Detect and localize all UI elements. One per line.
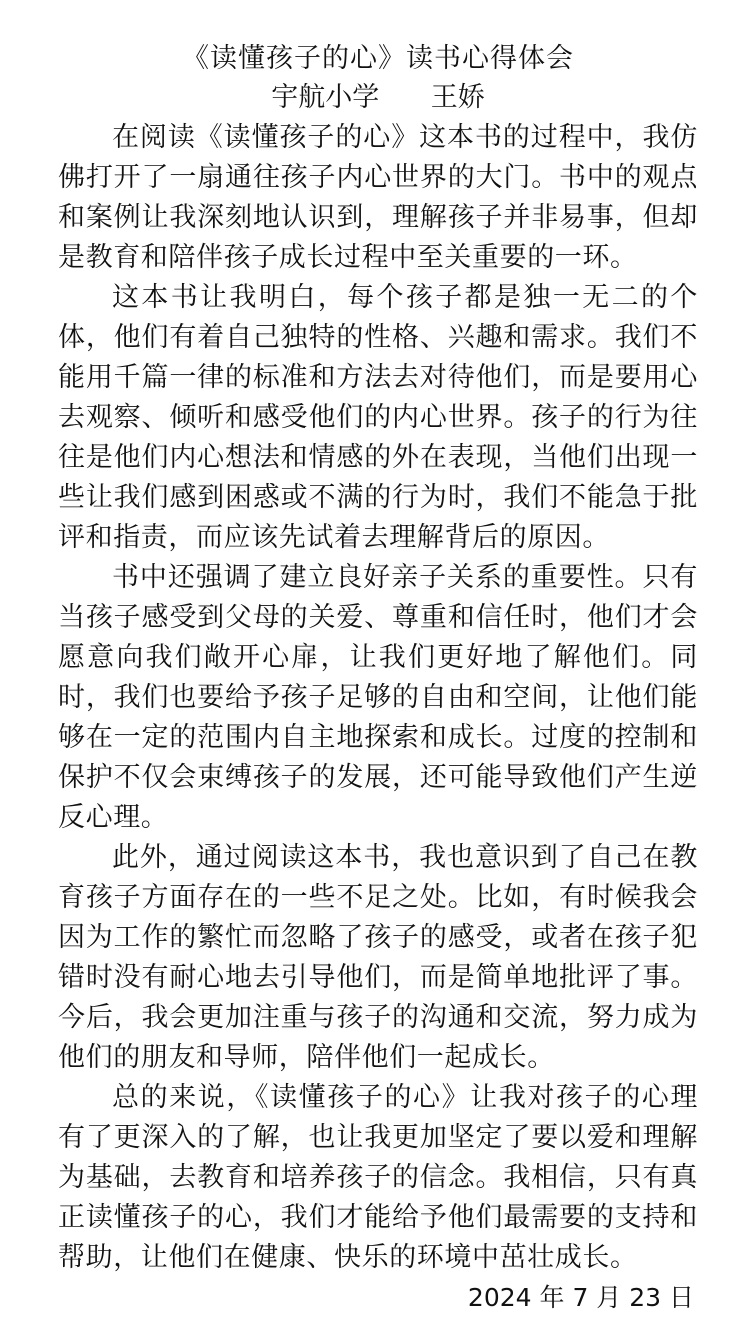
document-date: 2024 年 7 月 23 日 (467, 1283, 694, 1312)
paragraph-2: 这本书让我明白，每个孩子都是独一无二的个体，他们有着自己独特的性格、兴趣和需求。我们不能用千篇一律的标准和方法去对待他们，而是要用心去观察、倾听和感受他们的内心世界。孩子的行为往往是他们内心想法和情感的外在表现，当他们出现一些让我们感到困惑或不满的行为时，我们不能急于批评和指责，而应该先试着去理解背后的原因。 (58, 282, 698, 553)
paragraph-3: 书中还强调了建立良好亲子关系的重要性。只有当孩子感受到父母的关爱、尊重和信任时，他们才会愿意向我们敞开心扉，让我们更好地了解他们。同时，我们也要给予孩子足够的自由和空间，让他们能够在一定的范围内自主地探索和成长。过度的控制和保护不仅会束缚孩子的发展，还可能导致他们产生逆反心理。 (58, 562, 698, 833)
byline (58, 78, 698, 118)
paragraph-5: 总的来说，《读懂孩子的心》让我对孩子的心理有了更深入的了解，也让我更加坚定了要以爱和理解为基础，去教育和培养孩子的信念。我相信，只有真正读懂孩子的心，我们才能给予他们最需要的支持和帮助，让他们在健康、快乐的环境中茁壮成长。 (58, 1082, 698, 1273)
school-name: 宇航小学 (271, 82, 380, 113)
paragraph-1: 在阅读《读懂孩子的心》这本书的过程中，我仿佛打开了一扇通往孩子内心世界的大门。书中的观点和案例让我深刻地认识到，理解孩子并非易事，但却是教育和陪伴孩子成长过程中至关重要的一环。 (58, 122, 698, 273)
document-title: 《读懂孩子的心》读书心得体会 (182, 43, 574, 74)
author-name: 王娇 (430, 82, 485, 113)
paragraph-4: 此外，通过阅读这本书，我也意识到了自己在教育孩子方面存在的一些不足之处。比如，有时候我会因为工作的繁忙而忽略了孩子的感受，或者在孩子犯错时没有耐心地去引导他们，而是简单地批评了事。今后，我会更加注重与孩子的沟通和交流，努力成为他们的朋友和导师，陪伴他们一起成长。 (58, 842, 698, 1073)
document-page (58, 40, 698, 1318)
